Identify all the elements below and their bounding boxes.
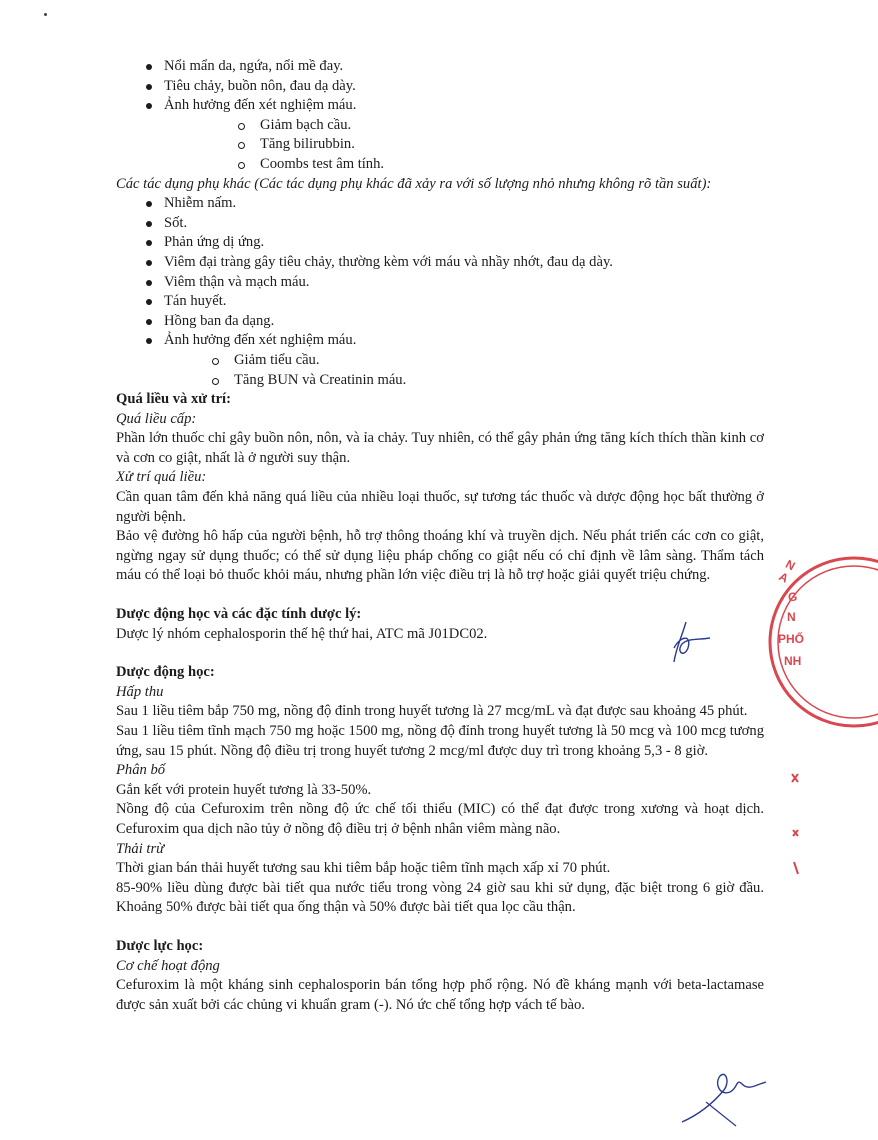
pharmacodynamics-heading: Dược lực học:	[116, 937, 204, 954]
stamp-fragment-icon	[790, 770, 800, 880]
acute-overdose-title: Quá liều cấp:	[116, 410, 197, 427]
list-item: Ảnh hưởng đến xét nghiệm máu. Giảm bạch cầu. Tăng bilirubbin. Coombs test âm tính.	[116, 96, 764, 174]
list-item: Nổi mẩn da, ngứa, nổi mề đay.	[116, 57, 764, 77]
elimination-title: Thải trừ	[116, 840, 165, 857]
pharmacology-heading: Dược động học và các đặc tính dược lý:	[116, 606, 362, 623]
distribution-title: Phân bố	[116, 762, 166, 779]
pharmacology-text: Dược lý nhóm cephalosporin thế hệ thứ hai, ATC mã J01DC02.	[116, 625, 488, 642]
sub-list-item: Tăng BUN và Creatinin máu.	[164, 371, 764, 391]
pharmacokinetics-heading: Dược động học:	[116, 664, 215, 681]
overdose-handling-text-2: Bảo vệ đường hô hấp của người bệnh, hỗ trợ thông thoáng khí và truyền dịch. Nếu phát triển các cơn co giật, ngừng ngay sử dụng thuốc; có thể sử dụng liệu pháp chống co giật nếu có chỉ định về lâm sàng. Thẩm tách máu có thể loại bỏ thuốc khỏi máu, nhưng phần lớn việc điều trị là hỗ trợ hoặc giải quyết triệu chứng.	[116, 528, 764, 584]
elimination-text-1: Thời gian bán thải huyết tương sau khi tiêm bắp hoặc tiêm tĩnh mạch xấp xỉ 70 phút.	[116, 860, 611, 877]
stamp-text: PHỐ	[778, 632, 805, 646]
list-item: Ảnh hưởng đến xét nghiệm máu. Giảm tiểu cầu. Tăng BUN và Creatinin máu.	[116, 331, 764, 390]
overdose-handling-title: Xử trí quá liều:	[116, 469, 207, 486]
sub-list-item: Tăng bilirubbin.	[164, 135, 764, 155]
sub-list-item: Giảm tiểu cầu.	[164, 351, 764, 371]
stamp-text: N A	[776, 556, 798, 586]
list-item: Tiêu chảy, buồn nôn, đau dạ dày.	[116, 77, 764, 97]
mechanism-text: Cefuroxim là một kháng sinh cephalosporin bán tổng hợp phổ rộng. Nó đề kháng mạnh với beta-lactamase được sản xuất bởi các chủng vi khuẩn gram (-). Nó ức chế tổng hợp vách tế bào.	[116, 977, 764, 1013]
sub-list-item: Giảm bạch cầu.	[164, 116, 764, 136]
distribution-text-2: Nồng độ của Cefuroxim trên nồng độ ức chế tối thiểu (MIC) có thể đạt được trong xương và hoạt dịch. Cefuroxim qua dịch não tủy ở nồng độ điều trị ở bệnh nhân viêm màng não.	[116, 801, 764, 837]
scan-dot	[44, 13, 47, 16]
document-content	[116, 57, 764, 1015]
absorption-text-2: Sau 1 liều tiêm tĩnh mạch 750 mg hoặc 1500 mg, nồng độ đỉnh trong huyết tương là 50 mcg và 100 mcg tương ứng, sau 15 phút. Nồng độ điều trị trong huyết tương 2 mcg/ml được duy trì trong khoảng 5,3 - 8 giờ.	[116, 723, 764, 759]
list-item: Viêm thận và mạch máu.	[116, 273, 764, 293]
absorption-title: Hấp thu	[116, 683, 164, 700]
list-item: Viêm đại tràng gây tiêu chảy, thường kèm với máu và nhầy nhớt, đau dạ dày.	[116, 253, 764, 273]
signature-icon	[664, 618, 714, 668]
mechanism-title: Cơ chế hoạt động	[116, 957, 220, 974]
stamp-text: N	[787, 610, 796, 624]
absorption-text-1: Sau 1 liều tiêm bắp 750 mg, nồng độ đỉnh trong huyết tương là 27 mcg/mL và đạt được sau khoảng 45 phút.	[116, 703, 748, 720]
list-item: Hồng ban đa dạng.	[116, 312, 764, 332]
stamp-text: NH	[784, 654, 802, 668]
list-item: Nhiễm nấm.	[116, 194, 764, 214]
side-effects-list	[116, 57, 764, 175]
elimination-text-2: 85-90% liều dùng được bài tiết qua nước tiểu trong vòng 24 giờ sau khi sử dụng, đặc biệt trong 6 giờ đầu. Khoảng 50% được bài tiết qua ống thận và 50% được bài tiết qua lọc cầu thận.	[116, 879, 764, 916]
other-effects-list	[116, 194, 764, 390]
acute-overdose-text: Phần lớn thuốc chỉ gây buồn nôn, nôn, và ỉa chảy. Tuy nhiên, có thể gây phản ứng tăng kích thích thần kinh cơ và cơn co giật, nhất là ở người suy thận.	[116, 430, 764, 466]
overdose-heading: Quá liều và xử trí:	[116, 391, 231, 408]
list-item: Phản ứng dị ứng.	[116, 233, 764, 253]
other-effects-heading: Các tác dụng phụ khác (Các tác dụng phụ khác đã xảy ra với số lượng nhỏ nhưng không rõ tần suất):	[116, 175, 712, 192]
blood-test-sublist	[164, 116, 764, 175]
sub-list-item: Coombs test âm tính.	[164, 155, 764, 175]
list-item: Tán huyết.	[116, 292, 764, 312]
overdose-handling-text-1: Cần quan tâm đến khả năng quá liều của nhiều loại thuốc, sự tương tác thuốc và dược động học bất thường ở người bệnh.	[116, 489, 764, 525]
signature-icon	[676, 1062, 776, 1130]
stamp-text: G	[788, 590, 798, 604]
distribution-text-1: Gắn kết với protein huyết tương là 33-50%.	[116, 781, 372, 798]
blood-test-sublist-2	[164, 351, 764, 390]
list-item: Sốt.	[116, 214, 764, 234]
